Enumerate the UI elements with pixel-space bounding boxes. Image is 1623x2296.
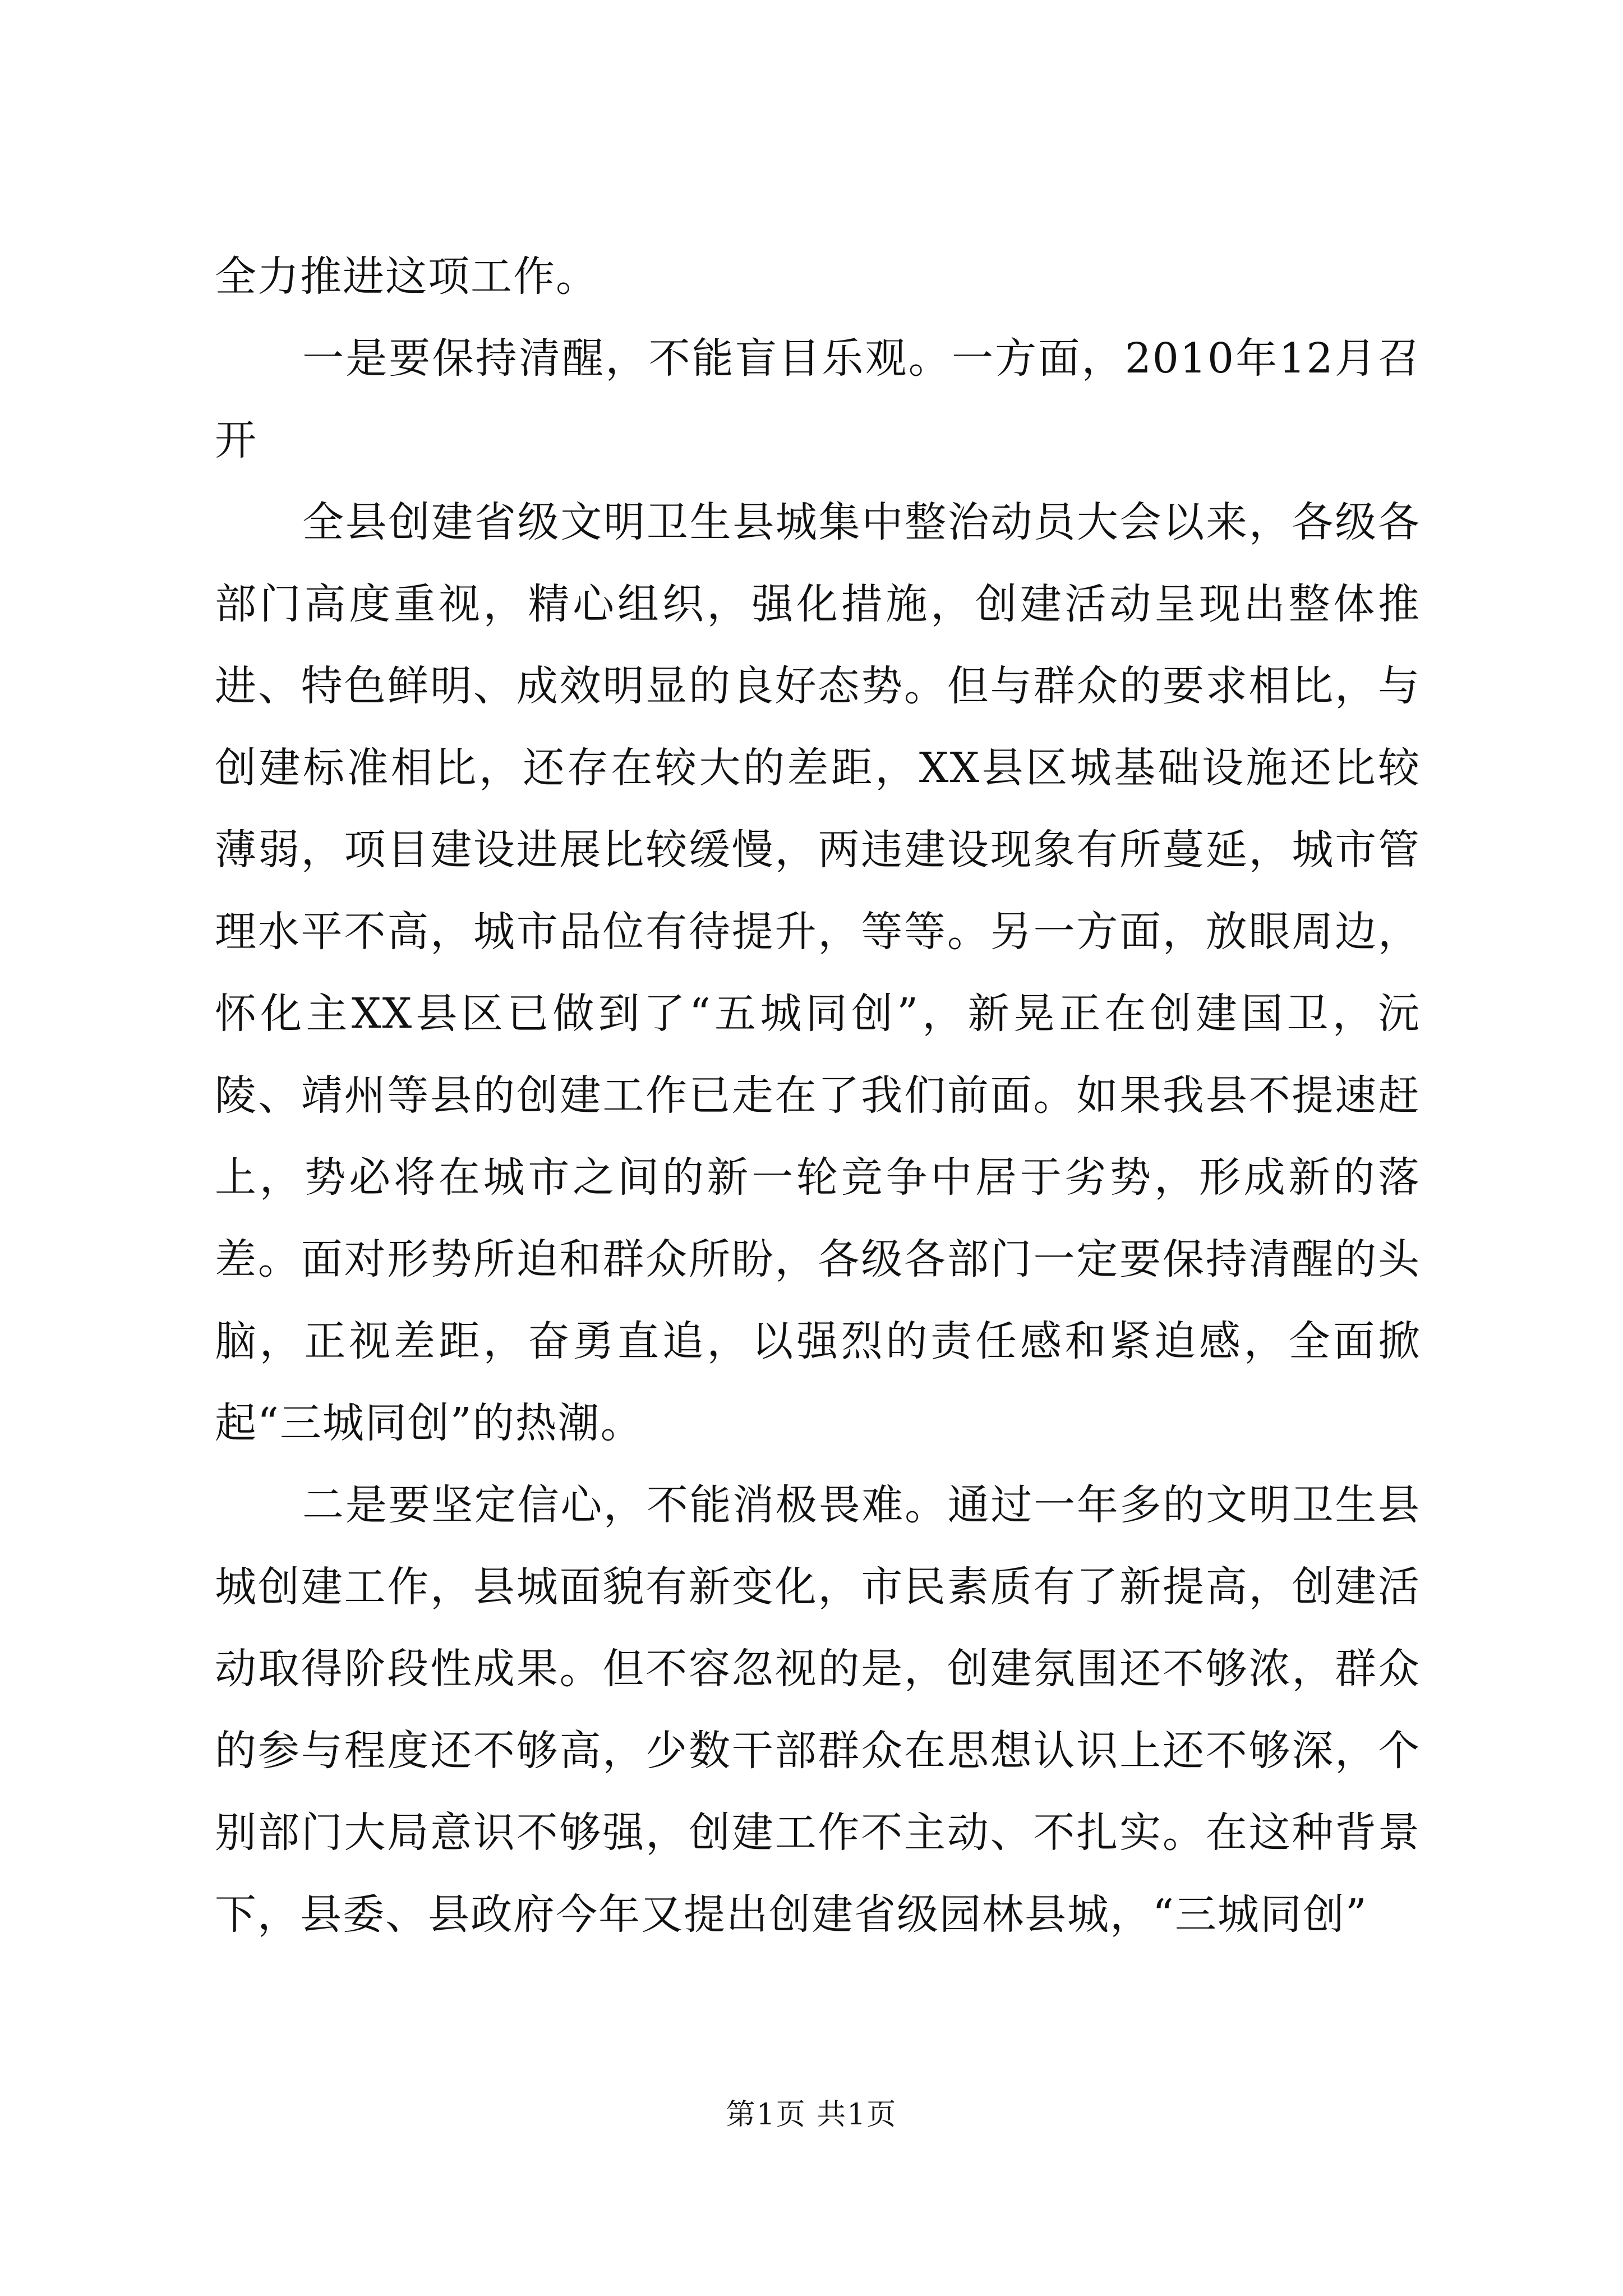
paragraph: 全县创建省级文明卫生县城集中整治动员大会以来，各级各部门高度重视，精心组织，强化措施，创建活动呈现出整体推进、特色鲜明、成效明显的良好态势。但与群众的要求相比，与创建标准相比，还存在较大的差距，XX县区城基础设施还比较薄弱，项目建设进展比较缓慢，两违建设现象有所蔓延，城市管理水平不高，城市品位有待提升，等等。另一方面，放眼周边，怀化主XX县区已做到了“五城同创”，新晃正在创建国卫，沅陵、靖州等县的创建工作已走在了我们前面。如果我县不提速赶上，势必将在城市之间的新一轮竞争中居于劣势，形成新的落差。面对形势所迫和群众所盼，各级各部门一定要保持清醒的头脑，正视差距，奋勇直追，以强烈的责任感和紧迫感，全面掀起“三城同创”的热潮。 [215, 498, 1421, 1447]
document-body [215, 236, 1421, 1955]
paragraph: 一是要保持清醒，不能盲目乐观。一方面，2010年12月召开 [215, 334, 1421, 464]
page-footer: 第1页 共1页 [726, 2098, 897, 2132]
paragraph: 二是要坚定信心，不能消极畏难。通过一年多的文明卫生县城创建工作，县城面貌有新变化，市民素质有了新提高，创建活动取得阶段性成果。但不容忽视的是，创建氛围还不够浓，群众的参与程度还不够高，少数干部群众在思想认识上还不够深，个别部门大局意识不够强，创建工作不主动、不扎实。在这种背景下，县委、县政府今年又提出创建省级园林县城，“三城同创” [215, 1481, 1421, 1939]
paragraph: 全力推进这项工作。 [215, 252, 598, 301]
